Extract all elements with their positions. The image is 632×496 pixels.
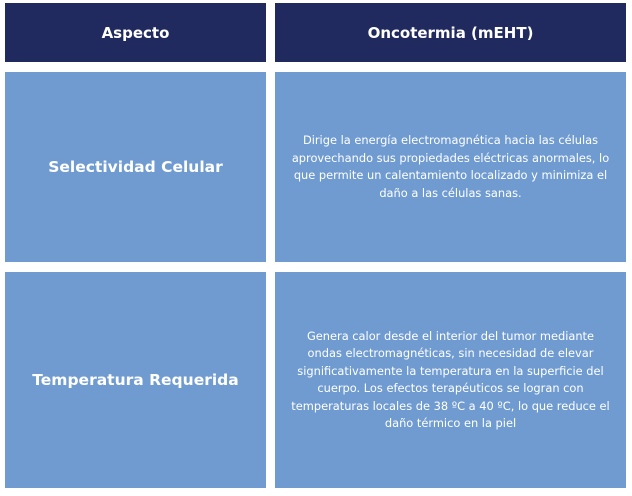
- row-label-temperatura: Temperatura Requerida: [5, 272, 266, 488]
- row-label-selectividad: Selectividad Celular: [5, 72, 266, 262]
- row-desc-temperatura: Genera calor desde el interior del tumor mediante ondas electromagnéticas, sin necesidad de elevar significativamente la temperatura en la superficie del cuerpo. Los efectos terapéuticos se logran con temperaturas locales de 38 ºC a 40 ºC, lo que reduce el daño térmico en la piel: [275, 272, 626, 488]
- row-desc-selectividad: Dirige la energía electromagnética hacia las células aprovechando sus propiedades eléctricas anormales, lo que permite un calentamiento localizado y minimiza el daño a las células sanas.: [275, 72, 626, 262]
- header-aspect: Aspecto: [5, 3, 266, 62]
- header-oncotermia: Oncotermia (mEHT): [275, 3, 626, 62]
